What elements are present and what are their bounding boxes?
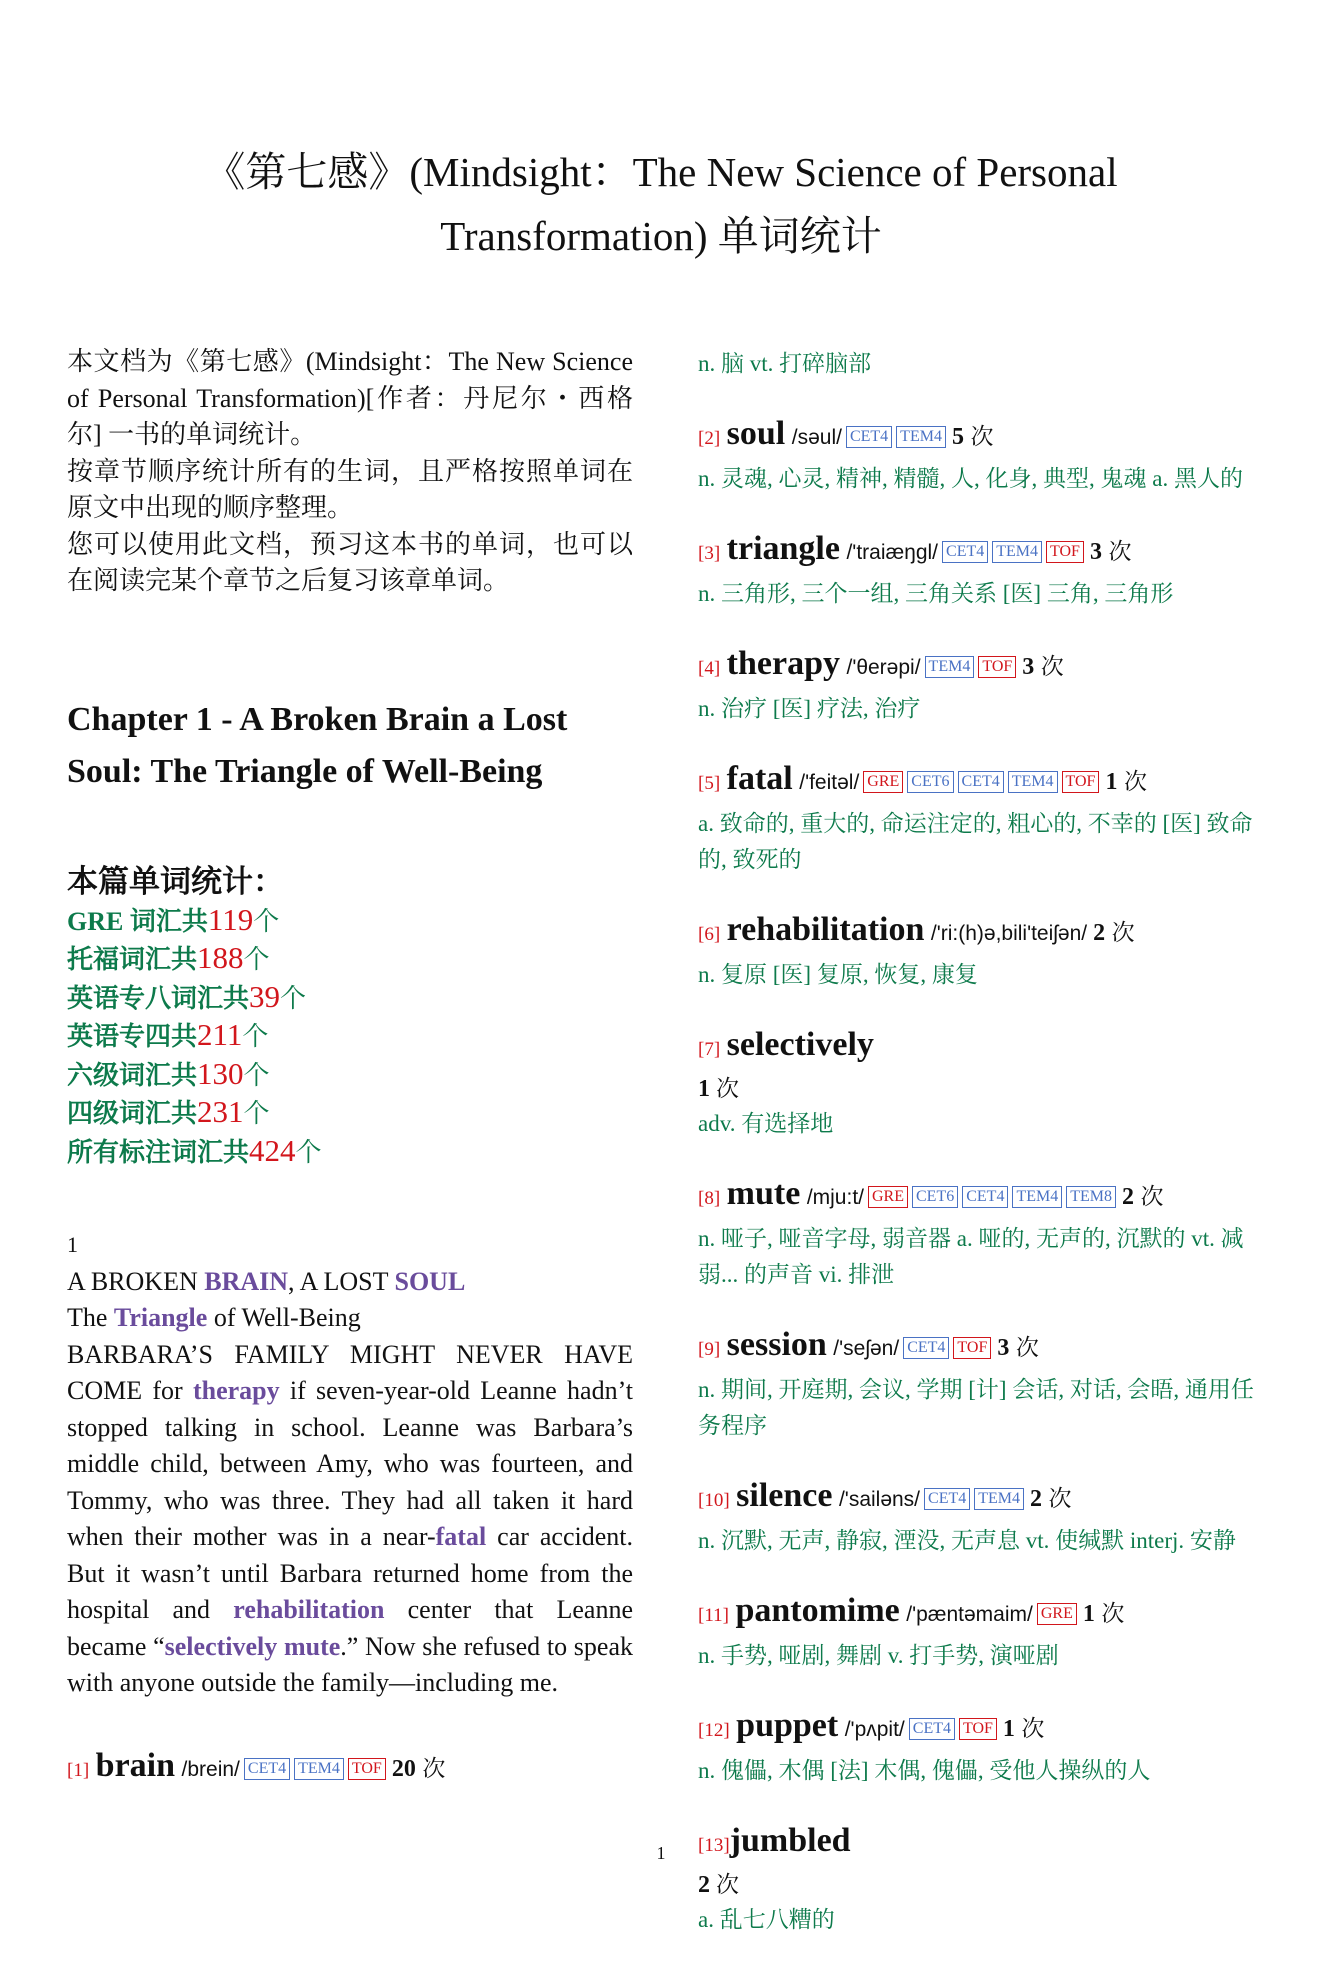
entry-definition: n. 手势, 哑剧, 舞剧 v. 打手势, 演哑剧: [698, 1643, 1059, 1668]
entry-count: 2: [1030, 1486, 1043, 1512]
entry-count: 2: [698, 1872, 710, 1898]
entry-count: 3: [1089, 539, 1102, 565]
vocab-entry: [698, 1704, 1270, 1789]
tag-tof: TOF: [978, 656, 1016, 678]
entry-word: puppet: [736, 1707, 839, 1744]
highlight-brain: BRAIN: [204, 1266, 289, 1296]
entry-count: 1: [698, 1076, 710, 1102]
tag-cet4: CET4: [846, 426, 892, 448]
tag-cet4: CET4: [942, 541, 988, 563]
title-line-2: Transformation) 单词统计: [440, 213, 882, 259]
entry-head: [698, 1023, 1270, 1072]
highlight-therapy: therapy: [192, 1376, 280, 1405]
highlight-triangle: Triangle: [113, 1303, 208, 1332]
stat-value: 188: [197, 940, 244, 975]
entry-definition: n. 复原 [医] 复原, 恢复, 康复: [698, 962, 978, 987]
tag-tof: TOF: [1062, 771, 1100, 793]
entry-index: [6]: [698, 924, 721, 945]
stat-unit: 个: [243, 945, 270, 974]
entry-count: 5: [951, 424, 964, 450]
entry-phonetic: /'pʌpit/: [844, 1718, 905, 1741]
tag-cet4: CET4: [958, 771, 1004, 793]
entry-count: 2: [1093, 920, 1106, 946]
stat-label: 六级词汇共: [67, 1060, 198, 1090]
entry-word: triangle: [726, 530, 840, 567]
vocab-entry: [698, 757, 1270, 878]
tag-gre: GRE: [863, 771, 903, 793]
times-label: 次: [716, 1076, 739, 1101]
entry-word: mute: [726, 1175, 801, 1212]
entry-definition: n. 三角形, 三个一组, 三角关系 [医] 三角, 三角形: [698, 581, 1174, 606]
stat-unit: 个: [295, 1137, 322, 1167]
entry-count: 20: [391, 1755, 416, 1782]
passage-text: BARBARA’S FAMILY MIGHT NEVER HAVE COME for: [67, 1339, 633, 1405]
times-label: 次: [1111, 920, 1135, 945]
entry-index: [13]: [698, 1835, 730, 1856]
passage-line: [67, 1300, 633, 1337]
entry-definition: adv. 有选择地: [698, 1111, 834, 1136]
right-column: [698, 346, 1270, 1968]
intro-section: [67, 344, 633, 600]
entry-count: 3: [1022, 654, 1035, 680]
vocab-entry-continued: [698, 346, 1270, 382]
stat-cet4: [67, 1094, 633, 1133]
stats-title: 本篇单词统计：: [67, 863, 284, 899]
passage-text: car accident. But it wasn’t until Barbara returned home from the hospital and: [67, 1522, 633, 1624]
vocab-entry: [698, 642, 1270, 727]
times-label: 次: [1123, 769, 1147, 794]
stat-value: 211: [197, 1017, 243, 1052]
entry-word: selectively: [726, 1026, 874, 1063]
passage-text: A BROKEN: [67, 1266, 205, 1296]
times-label: 次: [1140, 1184, 1164, 1209]
tag-cet4: CET4: [962, 1186, 1008, 1208]
stats-list: [67, 902, 633, 1172]
stat-unit: 个: [253, 906, 280, 936]
vocab-entry: [698, 1819, 1270, 1938]
entry-definition: n. 灵魂, 心灵, 精神, 精髓, 人, 化身, 典型, 鬼魂 a. 黑人的: [698, 466, 1243, 491]
tag-cet6: CET6: [907, 771, 953, 793]
highlight-selectively-mute: selectively mute: [164, 1631, 341, 1661]
tag-tem4: TEM4: [1012, 1186, 1062, 1208]
vocab-entry: [698, 412, 1270, 497]
entry-count: 1: [1082, 1601, 1095, 1627]
stat-label: 所有标注词汇共: [67, 1137, 250, 1167]
stat-label: 词汇共: [129, 906, 208, 936]
intro-paragraph: 按章节顺序统计所有的生词，且严格按照单词在原文中出现的顺序整理。: [67, 456, 633, 522]
tag-tem4: TEM4: [1008, 771, 1058, 793]
vocab-entry: [698, 1474, 1270, 1559]
vocab-entry: [698, 527, 1270, 612]
vocab-entry: [67, 1744, 633, 1793]
entry-head: [67, 1744, 633, 1793]
tag-tof: TOF: [1046, 541, 1084, 563]
entry-definition: n. 傀儡, 木偶 [法] 木偶, 傀儡, 受他人操纵的人: [698, 1758, 1151, 1783]
passage-text: The: [67, 1303, 114, 1332]
entry-index: [8]: [698, 1188, 721, 1209]
entry-definition: n. 沉默, 无声, 静寂, 湮没, 无声息 vt. 使缄默 interj. 安静: [698, 1528, 1236, 1553]
passage-text: , A LOST: [288, 1266, 395, 1296]
entry-word: jumbled: [729, 1822, 851, 1859]
stat-toefl: [67, 940, 633, 979]
tag-tem4: TEM4: [925, 656, 975, 678]
page-number: 1: [656, 1843, 666, 1863]
highlight-rehabilitation: rehabilitation: [233, 1595, 385, 1624]
times-label: 次: [1015, 1335, 1039, 1360]
tag-cet4: CET4: [903, 1337, 949, 1359]
stat-cet6: [67, 1056, 633, 1095]
entry-index: [5]: [698, 773, 721, 794]
vocab-entry: [698, 908, 1270, 993]
vocab-entry: [698, 1323, 1270, 1444]
chapter-heading-line: Soul: The Triangle of Well-Being: [67, 752, 543, 790]
entry-word: fatal: [726, 760, 793, 797]
tag-tem8: TEM8: [1066, 1186, 1116, 1208]
chapter-heading: [67, 694, 633, 798]
vocab-entry: [698, 1172, 1270, 1293]
tag-gre: GRE: [1037, 1603, 1077, 1625]
tag-tem4: TEM4: [974, 1488, 1024, 1510]
entry-phonetic: /mju:t/: [806, 1186, 864, 1209]
entry-head: [698, 1704, 1270, 1753]
document-title: [120, 140, 1202, 268]
times-label: 次: [1040, 654, 1064, 679]
times-label: 次: [1108, 539, 1132, 564]
tag-gre: GRE: [868, 1186, 908, 1208]
entry-phonetic: /brein/: [181, 1757, 240, 1781]
times-label: 次: [1021, 1716, 1045, 1741]
left-column: [67, 344, 633, 1823]
entry-index: [4]: [698, 658, 721, 679]
stat-label: 四级词汇共: [67, 1099, 198, 1128]
stat-value: 231: [197, 1094, 244, 1129]
entry-head: [698, 1323, 1270, 1372]
tag-cet4: CET4: [909, 1718, 955, 1740]
entry-phonetic: /'ri:(h)ə,bili'teiʃən/: [930, 922, 1088, 945]
passage-number: 1: [67, 1232, 78, 1257]
stat-value: 130: [197, 1055, 244, 1091]
entry-count: 1: [1105, 769, 1118, 795]
chapter-heading-line: Chapter 1 - A Broken Brain a Lost: [67, 700, 568, 738]
entry-word: soul: [726, 415, 786, 452]
entry-head: [698, 527, 1270, 576]
entry-head: [698, 908, 1270, 957]
entry-index: [10]: [698, 1490, 730, 1511]
intro-paragraph: 本文档为《第七感》(Mindsight：The New Science of Personal Transformation)[作者：丹尼尔・西格尔] 一书的单词统计。: [67, 347, 633, 449]
entry-count-line: [698, 1868, 1270, 1902]
entry-definition: n. 期间, 开庭期, 会议, 学期 [计] 会话, 对话, 会晤, 通用任务程序: [698, 1377, 1254, 1438]
stat-unit: 个: [242, 1022, 269, 1051]
entry-phonetic: /'feitəl/: [799, 771, 860, 794]
entry-definition: n. 脑 vt. 打碎脑部: [698, 351, 872, 376]
entry-index: [3]: [698, 543, 721, 564]
tag-tem4: TEM4: [294, 1758, 344, 1780]
entry-word: therapy: [726, 645, 840, 682]
entry-definition: n. 哑子, 哑音字母, 弱音器 a. 哑的, 无声的, 沉默的 vt. 减弱... 的声音 vi. 排泄: [698, 1226, 1244, 1287]
stat-tem4: [67, 1017, 633, 1056]
stat-label: 英语专四共: [67, 1022, 198, 1051]
entry-head: [698, 1474, 1270, 1523]
passage-text: if seven-year-old Leanne hadn’t stopped talking in school. Leanne was Barbara’s middle child, between Amy, who was fourteen, and Tommy, who was three. They had all taken it hard when their mother was in a near-: [67, 1376, 633, 1551]
entry-index: [2]: [698, 428, 721, 449]
entry-index: [7]: [698, 1039, 721, 1060]
source-passage: [67, 1227, 633, 1702]
tag-tem4: TEM4: [896, 426, 946, 448]
entry-definition: a. 乱七八糟的: [698, 1907, 835, 1932]
title-line-1: 《第七感》(Mindsight：The New Science of Personal: [204, 149, 1118, 195]
entry-word: session: [726, 1326, 827, 1363]
entry-index: [12]: [698, 1720, 730, 1741]
times-label: 次: [716, 1872, 739, 1897]
entry-count: 2: [1122, 1184, 1134, 1210]
stat-gre: [67, 902, 633, 941]
stat-label-en: GRE: [67, 906, 124, 936]
stat-label: 托福词汇共: [67, 945, 198, 974]
entry-definition: a. 致命的, 重大的, 命运注定的, 粗心的, 不幸的 [医] 致命的, 致死的: [698, 811, 1253, 872]
entry-head: [698, 1589, 1270, 1638]
entry-index: [11]: [698, 1605, 729, 1626]
entry-phonetic: /səul/: [791, 426, 842, 449]
stat-tem8: [67, 979, 633, 1018]
entry-index: [9]: [698, 1339, 721, 1360]
entry-definition: n. 治疗 [医] 疗法, 治疗: [698, 696, 921, 721]
entry-index: [1]: [67, 1759, 90, 1781]
entry-phonetic: /'θerəpi/: [846, 656, 921, 679]
stat-value: 119: [207, 901, 254, 937]
tag-tof: TOF: [959, 1718, 997, 1740]
entry-phonetic: /'pæntəmaim/: [906, 1603, 1033, 1626]
entry-count-line: [698, 1072, 1270, 1106]
entry-phonetic: /'sailəns/: [838, 1488, 921, 1511]
times-label: 次: [970, 424, 994, 449]
passage-line: [67, 1264, 633, 1301]
passage-text: .” Now she refused to speak with anyone outside the family—including me.: [67, 1631, 633, 1697]
entry-word: pantomime: [735, 1592, 900, 1629]
times-label: 次: [422, 1755, 446, 1781]
stat-unit: 个: [280, 983, 307, 1013]
stat-value: 39: [249, 978, 281, 1014]
vocab-entry: [698, 1023, 1270, 1142]
highlight-soul: SOUL: [394, 1266, 466, 1296]
stat-label: 英语专八词汇共: [67, 983, 250, 1013]
stat-all: [67, 1133, 633, 1172]
stat-value: 424: [249, 1132, 296, 1168]
entry-count: 3: [997, 1335, 1010, 1361]
passage-text: center that Leanne became “: [67, 1595, 633, 1661]
stat-unit: 个: [243, 1099, 270, 1128]
entry-phonetic: /'seʃən/: [833, 1337, 900, 1360]
entry-word: silence: [736, 1477, 833, 1514]
tag-cet4: CET4: [924, 1488, 970, 1510]
entry-head: [698, 642, 1270, 691]
passage-paragraph: [67, 1337, 633, 1702]
vocab-entry: [698, 1589, 1270, 1674]
passage-text: of Well-Being: [207, 1303, 361, 1332]
entry-phonetic: /'traiæŋgl/: [846, 541, 939, 564]
entry-head: [698, 412, 1270, 461]
entry-head: [698, 757, 1270, 806]
intro-paragraph: 您可以使用此文档，预习这本书的单词，也可以在阅读完某个章节之后复习该章单词。: [67, 529, 633, 595]
entry-head: [698, 1172, 1270, 1221]
tag-tem4: TEM4: [992, 541, 1042, 563]
highlight-fatal: fatal: [435, 1522, 487, 1551]
entry-word: rehabilitation: [726, 911, 925, 948]
entry-word: brain: [95, 1746, 176, 1784]
stat-unit: 个: [243, 1060, 270, 1090]
tag-cet6: CET6: [912, 1186, 958, 1208]
tag-tof: TOF: [348, 1758, 386, 1780]
times-label: 次: [1101, 1601, 1125, 1626]
entry-count: 1: [1002, 1716, 1015, 1742]
tag-tof: TOF: [953, 1337, 991, 1359]
tag-cet4: CET4: [244, 1758, 290, 1780]
times-label: 次: [1048, 1486, 1072, 1511]
